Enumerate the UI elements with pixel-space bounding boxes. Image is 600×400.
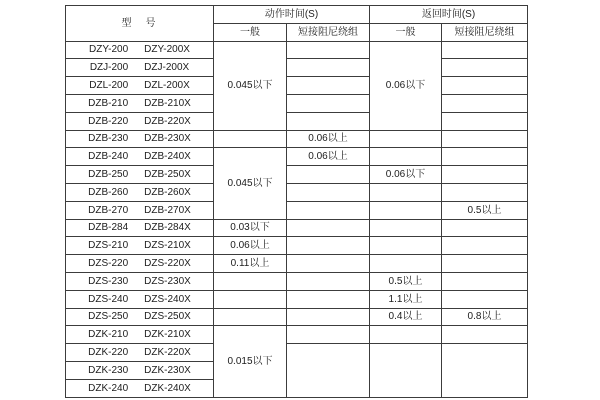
cell-action-general: 0.03以下	[214, 219, 287, 237]
cell-action-damping	[287, 255, 370, 273]
model-name: DZS-210	[88, 240, 129, 252]
cell-model	[66, 94, 214, 112]
cell-return-general	[370, 148, 442, 166]
cell-return-general: 0.5以上	[370, 272, 442, 290]
cell-action-damping	[287, 219, 370, 237]
cell-return-general	[370, 201, 442, 219]
model-name-x: DZL-200X	[144, 80, 190, 92]
model-name-x: DZS-210X	[144, 240, 191, 252]
cell-return-damping	[442, 112, 528, 130]
cell-action-damping	[287, 308, 370, 326]
model-name: DZS-240	[88, 293, 129, 305]
header-model: 型 号	[66, 6, 214, 42]
cell-action-damping	[287, 344, 370, 397]
table-row	[66, 59, 528, 77]
cell-action-damping	[287, 237, 370, 255]
cell-model	[66, 255, 214, 273]
model-name: DZL-200	[89, 80, 129, 92]
table-row	[66, 255, 528, 273]
model-name: DZK-230	[88, 364, 129, 376]
cell-action-general	[214, 290, 287, 308]
header-return-damping: 短接阻尼绕组	[442, 23, 528, 41]
table-row	[66, 94, 528, 112]
cell-return-damping	[442, 290, 528, 308]
cell-return-damping	[442, 77, 528, 95]
model-name: DZB-230	[88, 133, 129, 145]
cell-return-damping	[442, 183, 528, 201]
table-row	[66, 41, 528, 59]
cell-model	[66, 379, 214, 397]
table-row	[66, 166, 528, 184]
cell-return-general	[370, 219, 442, 237]
cell-action-general: 0.045以下	[214, 41, 287, 130]
cell-return-damping	[442, 326, 528, 344]
cell-return-general: 0.06以下	[370, 41, 442, 130]
model-name: DZY-200	[89, 44, 129, 56]
cell-return-general	[370, 255, 442, 273]
cell-return-damping	[442, 237, 528, 255]
cell-return-general	[370, 183, 442, 201]
model-name-x: DZB-270X	[144, 204, 191, 216]
cell-return-damping	[442, 41, 528, 59]
cell-return-damping	[442, 130, 528, 148]
model-name-x: DZY-200X	[144, 44, 190, 56]
header-return-time: 返回时间(S)	[370, 6, 528, 24]
table-row	[66, 308, 528, 326]
cell-return-general: 0.06以下	[370, 166, 442, 184]
cell-return-damping	[442, 94, 528, 112]
model-name-x: DZB-230X	[144, 133, 191, 145]
table-row	[66, 183, 528, 201]
cell-action-damping	[287, 326, 370, 344]
model-name: DZB-220	[88, 115, 129, 127]
cell-return-general	[370, 326, 442, 344]
table-row	[66, 130, 528, 148]
model-name-x: DZB-250X	[144, 169, 191, 181]
cell-model	[66, 308, 214, 326]
model-name: DZB-270	[88, 204, 129, 216]
table-row	[66, 344, 528, 362]
cell-model	[66, 237, 214, 255]
cell-action-general	[214, 130, 287, 148]
table-row	[66, 290, 528, 308]
table-row	[66, 77, 528, 95]
cell-model	[66, 344, 214, 362]
cell-model	[66, 272, 214, 290]
model-name-x: DZS-240X	[144, 293, 191, 305]
cell-action-damping	[287, 201, 370, 219]
model-name-x: DZB-260X	[144, 186, 191, 198]
model-name-x: DZB-210X	[144, 97, 191, 109]
cell-action-general	[214, 308, 287, 326]
model-name-x: DZB-284X	[144, 222, 191, 234]
cell-return-damping	[442, 148, 528, 166]
cell-model	[66, 183, 214, 201]
cell-return-general: 0.4以上	[370, 308, 442, 326]
model-name: DZS-220	[88, 258, 129, 270]
cell-return-damping	[442, 59, 528, 77]
cell-action-damping	[287, 290, 370, 308]
cell-model	[66, 59, 214, 77]
model-name: DZK-210	[88, 329, 129, 341]
cell-model	[66, 41, 214, 59]
model-name: DZB-250	[88, 169, 129, 181]
table-row	[66, 112, 528, 130]
table-row	[66, 201, 528, 219]
model-name: DZK-240	[88, 382, 129, 394]
model-name: DZS-250	[88, 311, 129, 323]
model-name-x: DZK-230X	[144, 364, 191, 376]
cell-model	[66, 290, 214, 308]
model-name: DZS-230	[88, 275, 129, 287]
cell-action-damping	[287, 41, 370, 59]
relay-spec-table	[65, 5, 528, 398]
model-name-x: DZK-220X	[144, 347, 191, 359]
model-name-x: DZS-250X	[144, 311, 191, 323]
header-row-1	[66, 6, 528, 24]
cell-return-damping	[442, 344, 528, 397]
model-name-x: DZJ-200X	[144, 62, 190, 74]
cell-model	[66, 148, 214, 166]
header-return-general: 一般	[370, 23, 442, 41]
header-action-time: 动作时间(S)	[214, 6, 370, 24]
cell-model	[66, 77, 214, 95]
cell-return-damping	[442, 255, 528, 273]
cell-action-general	[214, 272, 287, 290]
cell-return-general: 1.1以上	[370, 290, 442, 308]
cell-action-damping	[287, 272, 370, 290]
cell-return-damping: 0.5以上	[442, 201, 528, 219]
cell-action-general: 0.015以下	[214, 326, 287, 397]
cell-return-damping	[442, 219, 528, 237]
cell-action-damping	[287, 59, 370, 77]
table-row	[66, 148, 528, 166]
model-name-x: DZK-240X	[144, 382, 191, 394]
model-name-x: DZB-220X	[144, 115, 191, 127]
header-action-general: 一般	[214, 23, 287, 41]
cell-model	[66, 112, 214, 130]
cell-return-damping	[442, 166, 528, 184]
cell-model	[66, 166, 214, 184]
cell-action-damping	[287, 77, 370, 95]
cell-model	[66, 201, 214, 219]
cell-action-general: 0.11以上	[214, 255, 287, 273]
cell-return-general	[370, 130, 442, 148]
model-name: DZB-284	[88, 222, 129, 234]
cell-model	[66, 130, 214, 148]
model-name-x: DZS-230X	[144, 275, 191, 287]
model-name: DZK-220	[88, 347, 129, 359]
cell-action-general: 0.045以下	[214, 148, 287, 219]
table-row	[66, 326, 528, 344]
model-name: DZJ-200	[89, 62, 129, 74]
cell-return-damping	[442, 272, 528, 290]
cell-return-general	[370, 344, 442, 397]
cell-return-damping: 0.8以上	[442, 308, 528, 326]
table-row	[66, 272, 528, 290]
cell-model	[66, 361, 214, 379]
cell-return-general	[370, 237, 442, 255]
cell-model	[66, 326, 214, 344]
cell-action-damping: 0.06以上	[287, 130, 370, 148]
cell-action-damping	[287, 183, 370, 201]
model-name-x: DZK-210X	[144, 329, 191, 341]
cell-action-damping	[287, 112, 370, 130]
table-row	[66, 219, 528, 237]
model-name: DZB-260	[88, 186, 129, 198]
table-row	[66, 237, 528, 255]
cell-action-damping	[287, 166, 370, 184]
model-name: DZB-240	[88, 151, 129, 163]
cell-action-general: 0.06以上	[214, 237, 287, 255]
cell-action-damping: 0.06以上	[287, 148, 370, 166]
cell-model	[66, 219, 214, 237]
model-name: DZB-210	[88, 97, 129, 109]
model-name-x: DZS-220X	[144, 258, 191, 270]
model-name-x: DZB-240X	[144, 151, 191, 163]
header-action-damping: 短接阻尼绕组	[287, 23, 370, 41]
cell-action-damping	[287, 94, 370, 112]
